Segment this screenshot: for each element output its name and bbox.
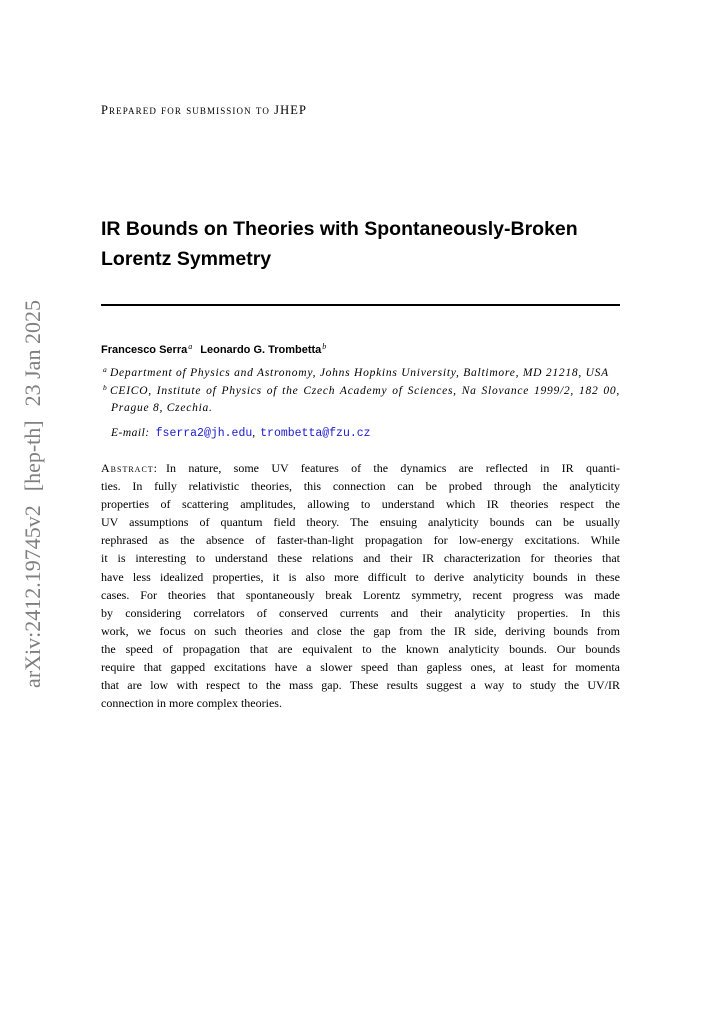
- abstract-line: rephrased as the absence of faster-than-light propagation for low-energy excitations. While: [101, 533, 620, 548]
- affiliation: [103, 383, 620, 417]
- arxiv-category: [hep-th]: [20, 420, 45, 492]
- abstract-line: require that gapped excitations have a slower speed than gapless ones, at least for momenta: [101, 660, 620, 675]
- author-name: Francesco Serra: [101, 344, 188, 356]
- email-separator: ,: [252, 427, 256, 439]
- abstract-line: have less idealized properties, it is also more difficult to derive analyticity bounds in these: [101, 569, 620, 584]
- affiliation-line: [103, 400, 620, 417]
- abstract-line: work, we focus on such theories and close the gap from the IR side, deriving bounds from: [101, 623, 620, 638]
- affiliation: [103, 365, 620, 382]
- abstract: [101, 459, 620, 712]
- abstract-line: the speed of propagation that are equivalent to the known analyticity bounds. Our bounds: [101, 641, 620, 656]
- abstract-line: ties. In fully relativistic theories, this connection can be probed through the analyticity: [101, 479, 620, 494]
- email-link[interactable]: fserra2@jh.edu: [155, 427, 253, 440]
- arxiv-stamp: [21, 300, 45, 688]
- abstract-line: [101, 459, 620, 477]
- author: [101, 344, 192, 356]
- abstract-line: it is interesting to understand these relations and their IR characterization for theories that: [101, 551, 620, 566]
- affiliation-text: CEICO, Institute of Physics of the Czech Academy of Sciences, Na Slovance 1999/2, 182 00,: [110, 384, 620, 397]
- author-affiliation-mark: b: [322, 342, 327, 351]
- abstract-line: properties of scattering amplitudes, allowing to understand which IR theories respect the: [101, 497, 620, 512]
- affiliation-line: [103, 365, 620, 382]
- abstract-label: Abstract:: [101, 461, 159, 475]
- email-line: [111, 425, 371, 442]
- title-line: IR Bounds on Theories with Spontaneously-Broken: [101, 218, 578, 240]
- abstract-line: that are low with respect to the mass gap. These results suggest a way to study the UV/IR: [101, 678, 620, 693]
- title-line: Lorentz Symmetry: [101, 248, 272, 270]
- paper-title: [101, 214, 578, 274]
- email-label: E-mail:: [111, 427, 150, 439]
- affiliation-mark: a: [103, 364, 107, 374]
- author-list: [101, 343, 326, 357]
- submission-note: Prepared for submission to JHEP: [101, 103, 308, 117]
- arxiv-identifier: arXiv:2412.19745v2: [20, 505, 45, 688]
- arxiv-date: 23 Jan 2025: [20, 300, 45, 407]
- abstract-line: cases. For theories that spontaneously break Lorentz symmetry, recent progress was made: [101, 587, 620, 602]
- affiliation-text: Department of Physics and Astronomy, Johns Hopkins University, Baltimore, MD 21218, USA: [110, 366, 609, 379]
- affiliation-line: [103, 383, 620, 400]
- author-affiliation-mark: a: [188, 342, 193, 351]
- abstract-line: connection in more complex theories.: [101, 696, 282, 711]
- affiliation-mark: b: [103, 382, 107, 392]
- abstract-line: UV assumptions of quantum field theory. The ensuing analyticity bounds can be usually: [101, 515, 620, 530]
- author: [200, 344, 326, 356]
- abstract-line: by considering correlators of conserved currents and their analyticity properties. In this: [101, 605, 620, 620]
- title-rule: [101, 304, 620, 306]
- abstract-text: In nature, some UV features of the dynamics are reflected in IR quanti-: [166, 461, 620, 475]
- author-name: Leonardo G. Trombetta: [200, 344, 322, 356]
- email-link[interactable]: trombetta@fzu.cz: [260, 427, 371, 440]
- affiliation-text: Prague 8, Czechia.: [111, 401, 213, 414]
